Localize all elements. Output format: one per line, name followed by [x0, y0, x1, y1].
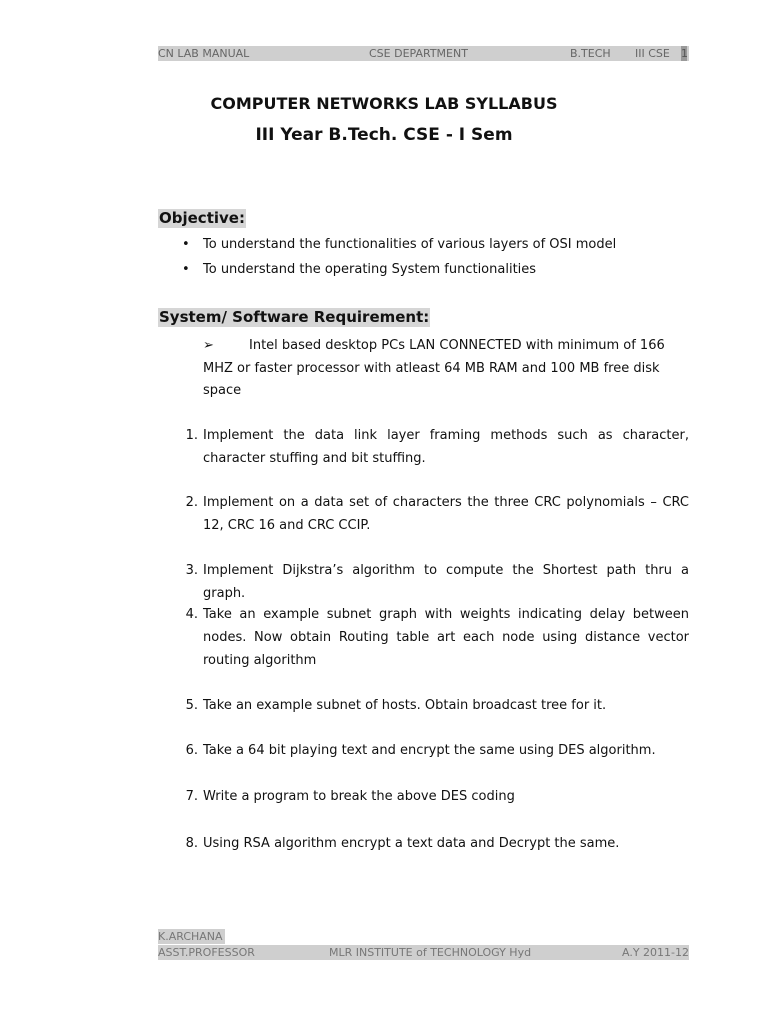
list-item-number: 6. — [185, 743, 198, 758]
objective-heading: Objective: — [159, 209, 245, 227]
list-item-number: 1. — [185, 428, 198, 443]
header-year: III CSE — [635, 47, 670, 60]
list-item-number: 8. — [185, 836, 198, 851]
running-header — [158, 46, 689, 61]
header-department: CSE DEPARTMENT — [369, 47, 468, 60]
header-manual-title: CN LAB MANUAL — [158, 47, 250, 60]
list-item — [176, 739, 689, 762]
requirement-paragraph — [203, 335, 689, 403]
list-item-number: 5. — [185, 698, 198, 713]
document-title: COMPUTER NETWORKS LAB SYLLABUS — [210, 94, 558, 113]
footer-author: K.ARCHANA — [158, 930, 223, 943]
list-item — [176, 424, 689, 470]
bullet-icon: • — [182, 262, 190, 277]
list-item-text: Implement on a data set of characters the three CRC polynomials – CRC 12, CRC 16 and CRC CCIP. — [203, 495, 689, 533]
requirement-text: Intel based desktop PCs LAN CONNECTED with minimum of 166 MHZ or faster processor with atleast 64 MB RAM and 100 MB free disk space — [203, 338, 665, 398]
list-item — [176, 832, 689, 855]
list-item — [176, 559, 689, 605]
running-footer — [158, 945, 689, 960]
list-item-text: Take a 64 bit playing text and encrypt the same using DES algorithm. — [203, 743, 656, 758]
list-item-text: Implement the data link layer framing methods such as character, character stuffing and bit stuffing. — [203, 428, 689, 466]
footer-academic-year: A.Y 2011-12 — [621, 946, 689, 959]
list-item-text: Implement Dijkstra’s algorithm to compute the Shortest path thru a graph. — [203, 563, 689, 601]
requirement-heading: System/ Software Requirement: — [159, 308, 430, 326]
list-item-text: Take an example subnet graph with weights indicating delay between nodes. Now obtain Routing table art each node using distance vector routing algorithm — [203, 607, 689, 668]
list-item-number: 4. — [185, 607, 198, 622]
list-item — [176, 491, 689, 537]
footer-designation: ASST.PROFESSOR — [158, 946, 255, 959]
list-item-text: Write a program to break the above DES coding — [203, 789, 515, 804]
list-item-text: Take an example subnet of hosts. Obtain broadcast tree for it. — [203, 698, 607, 713]
list-item-number: 7. — [185, 789, 198, 804]
objective-text: To understand the operating System functionalities — [203, 262, 537, 277]
list-item — [176, 785, 689, 808]
document-subtitle: III Year B.Tech. CSE - I Sem — [255, 125, 513, 145]
arrow-bullet-icon: ➢ — [203, 338, 214, 353]
header-page-number: 1 — [681, 47, 688, 60]
bullet-icon: • — [182, 237, 190, 252]
list-item — [176, 603, 689, 672]
header-program: B.TECH — [570, 47, 611, 60]
objective-text: To understand the functionalities of various layers of OSI model — [203, 237, 617, 252]
list-item-number: 2. — [185, 495, 198, 510]
list-item-text: Using RSA algorithm encrypt a text data and Decrypt the same. — [203, 836, 620, 851]
list-item — [176, 694, 689, 717]
footer-institute: MLR INSTITUTE of TECHNOLOGY Hyd — [329, 946, 532, 959]
list-item-number: 3. — [185, 563, 198, 578]
